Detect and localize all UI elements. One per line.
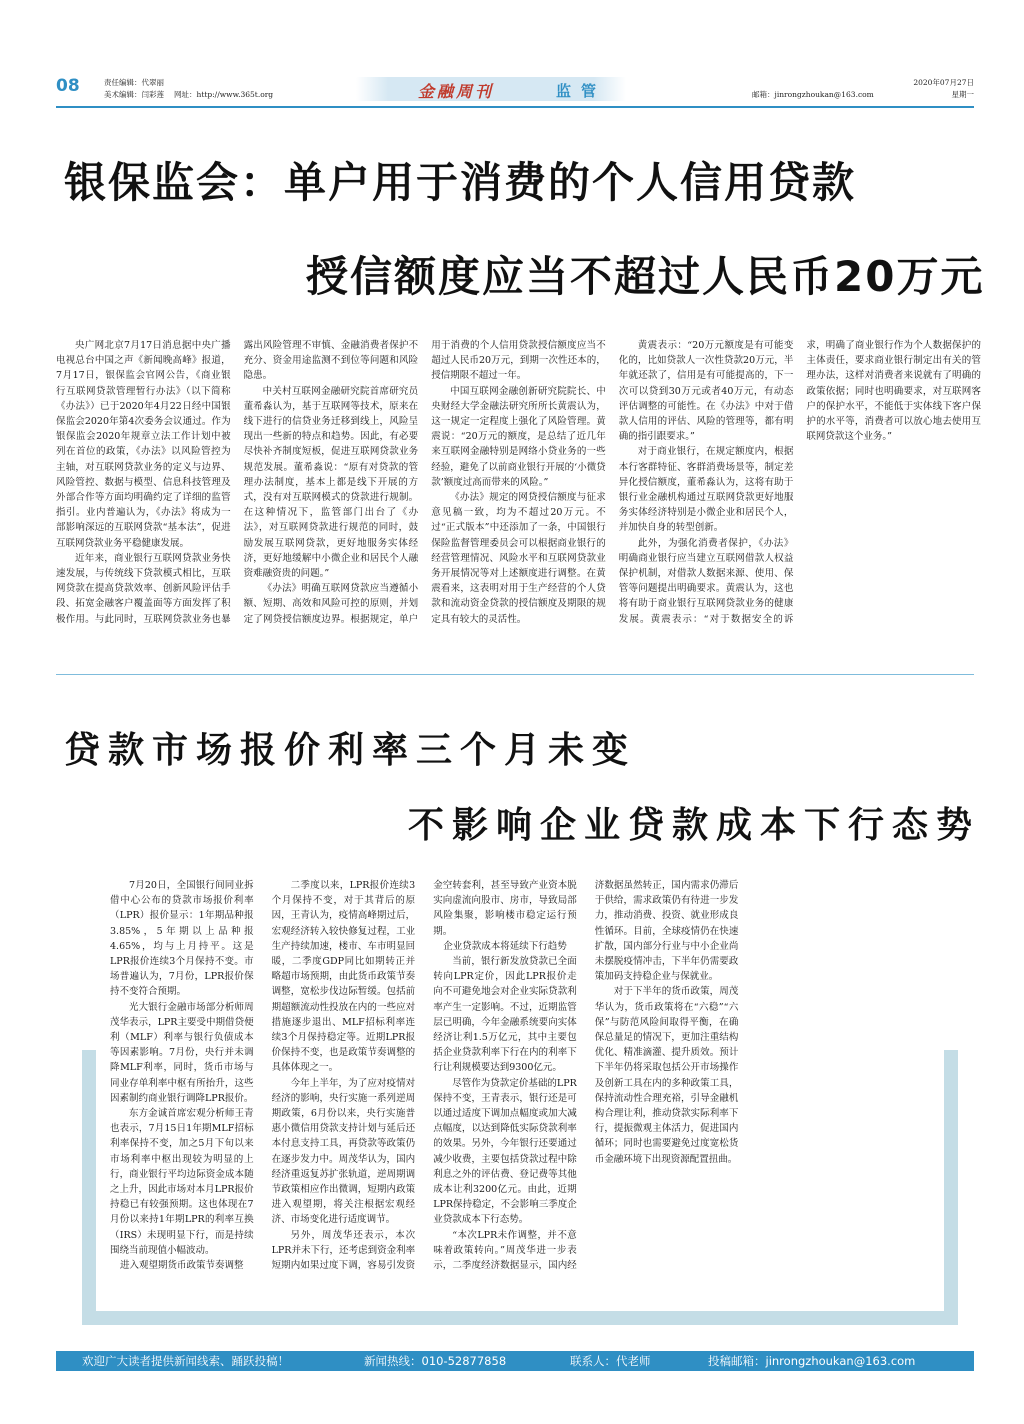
header-rule [56,106,974,108]
website-line: 网址：http://www.365t.org [174,90,274,99]
article2-frame-left [82,1050,96,1325]
article1-paragraph: 央广网北京7月17日消息据中央广播电视总台中国之声《新闻晚高峰》报道，7月17日，银保监会官网公告，《商业银行互联网贷款管理暂行办法》（以下简称《办法》）已于2020年4月22日经中国银保监会2020年第4次委务会议通过。作为银保监会2020年规章立法工作计划中被列在首位的政策，《办法》以风险管控为主轴，对互联网贷款业务的定义与边界、风险管控、数据与模型、信息科技管理及外部合作等方面均明确约定了详细的监管指引。业内普遍认为，《办法》将成为一部影响深远的互联网贷款“基本法”，促进互联网贷款业务平稳健康发展。 [56,340,231,549]
editor-line: 责任编辑：代翠丽 [104,78,164,87]
article1-paragraph: 近年来，商业银行互联网贷款业务快速发展，与传统线下贷款模式相比，互联网贷款在提高贷款效率、创新风险评估手段、拓宽金融客户覆盖面等方面发挥了积极作用。与此同时，互联网贷款业务也暴露出风险管理不审慎、金融消费者保护不充分、资金用途监测不到位等问题和风险隐患。 [56,340,419,625]
article-separator [56,674,974,675]
footer-contact: 联系人：代老师 [570,1354,651,1368]
brand-name: 金融周刊 [418,82,495,101]
article2-paragraph: 光大银行金融市场部分析师周茂华表示，LPR主要受中期借贷便利（MLF）利率与银行负债成本等因素影响。7月份，央行并未调降MLF利率，同时，货币市场与同业存单利率中枢有所抬升，这些因素制约商业银行调降LPR报价。 [110,1001,254,1104]
article1-body [56,338,981,638]
page-number: 08 [56,76,80,96]
article2-headline-line2: 不影响企业贷款成本下行态势 [408,805,981,846]
article2-paragraph: 当前，银行新发放贷款已全面转向LPR定价，因此LPR报价走向不可避免地会对企业实际贷款利率产生一定影响。不过，近期监管层已明确，今年金融系统要向实体经济让利1.5万亿元，其中主要包括企业贷款利率下行在内的利率下行让利规模要达到9300亿元。 [433,956,577,1074]
article1-paragraph: 《办法》明确互联网贷款应当遵循小额、短期、高效和风险可控的原则，并划定了网贷授信额度边界。根据规定，单户用于消费的个人信用贷款授信额度应当不超过人民币20万元，到期一次性还本的，授信期限不超过一年。 [243,340,606,625]
header-email: 邮箱：jinrongzhoukan@163.com [752,90,874,99]
article1-paragraph: 《办法》规定的网贷授信额度与征求意见稿一致，均为不超过20万元。不过“正式版本”中还添加了一条，中国银行保险监督管理委员会可以根据商业银行的经营管理情况、风险水平和互联网贷款业务开展情况等对上述额度进行调整。在黄震看来，这表明对用于生产经营的个人贷款和流动资金贷款的授信额度及期限的规定具有较大的灵活性。 [431,492,606,625]
article2-paragraph: 尽管作为贷款定价基础的LPR保持不变，王青表示，银行还是可以通过适度下调加点幅度或加大减点幅度，以达到降低实际贷款利率的效果。另外，今年银行还要通过减少收费，主要包括贷款过程中除利息之外的评估费、登记费等其他成本让利3200亿元。由此，近期LPR保持稳定，不会影响三季度企业贷款成本下行态势。 [433,1077,577,1226]
article1-paragraph: 中国互联网金融创新研究院院长、中央财经大学金融法研究所所长黄震认为，这一规定一定程度上强化了风险管理。黄震说：“20万元的额度，是总结了近几年来互联网金融特别是网络小贷业务的一些经验，避免了以前商业银行开展的‘小微贷款’额度过高而带来的风险。” [431,385,606,488]
article2-frame-bottom [82,1311,958,1325]
article1-headline-line1: 银保监会：单户用于消费的个人信用贷款 [64,158,857,207]
article1-paragraph: 对于商业银行，在规定额度内，根据本行客群特征、客群消费场景等，制定差异化授信额度，董希淼认为，这将有助于银行业金融机构通过互联网贷款更好地服务实体经济特别是小微企业和居民个人，并加快自身的转型创新。 [618,446,794,534]
article2-headline-line1: 贷款市场报价利率三个月未变 [64,730,637,771]
article2-paragraph: “本次LPR未作调整，并不意味着政策转向。”周茂华进一步表示，二季度经济数据显示，国内经济数据虽然转正，国内需求仍滞后于供给，需求政策仍有待进一步发力，推动消费、投资、就业形成良性循环。目前，全球疫情仍在快速扩散，国内部分行业与中小企业尚未摆脱疫情冲击，下半年仍需要政策加码支持稳企业与保就业。 [433,880,739,1272]
footer-email: 投稿邮箱：jinrongzhoukan@163.com [708,1354,916,1368]
article1-paragraph: 此外，为强化消费者保护，《办法》明确商业银行应当建立互联网借款人权益保护机制，对借款人数据来源、使用、保管等问题提出明确要求。黄震认为，这也将有助于商业银行互联网贷款业务的健康发展。黄震表示：“对于数据安全的诉求，明确了商业银行作为个人数据保护的主体责任，要求商业银行制定出有关的管理办法，这样对消费者来说就有了明确的政策依据；同时也明确要求，对互联网客户的保护水平，不能低于实体线下客户保护的水平等，消费者可以放心地去使用互联网贷款这个业务。” [618,340,981,625]
article2-paragraph: 东方金诚首席宏观分析师王青也表示，7月15日1年期MLF招标利率保持不变，加之5月下旬以来市场利率中枢出现较为明显的上行，商业银行平均边际资金成本随之上升，因此市场对本月LPR报价持稳已有较强预期。这也体现在7月份以来持1年期LPR的利率互换（IRS）未现明显下行，而是持续围绕当前现值小幅波动。 [110,1108,254,1256]
article2-body [110,878,900,1288]
section-name: 监管 [556,82,607,100]
issue-date-block [913,77,974,101]
article2-paragraph: 今年上半年，为了应对疫情对经济的影响，央行实施一系列逆周期政策，6月份以来，央行实施普惠小微信用贷款支持计划与延后还本付息支持工具，再贷款等政策仍在逐步发力中。周茂华认为，国内经济重返复苏扩张轨道，逆周期调节政策相应作出微调，短期内政策进入观望期，将关注根据宏观经济、市场变化进行适度调节。 [271,1077,416,1226]
article2-paragraph: 另外，周茂华还表示，本次LPR并未下行，还考虑到资金利率短期内如果过度下调，容易引发资金空转套利，甚至导致产业资本脱实向虚流向股市、房市，导致局部风险集聚，影响楼市稳定运行预期。 [271,880,577,1272]
page-header [56,76,974,104]
brand-banner [356,77,626,101]
footer-hotline: 新闻热线：010-52877858 [364,1354,507,1368]
article2-paragraph: 7月20日，全国银行间同业拆借中心公布的贷款市场报价利率（LPR）报价显示：1年期品种报3.85%，5年期以上品种报4.65%，均与上月持平。这是LPR报价连续3个月保持不变。市场普遍认为，7月份，LPR报价保持不变符合预期。 [110,880,254,998]
article2-paragraph: 二季度以来，LPR报价连续3个月保持不变，对于其背后的原因，王青认为，疫情高峰期过后，宏观经济转入较快修复过程，工业生产持续加速，楼市、车市明显回暖，二季度GDP同比如期转正并略超市场预期，由此货币政策节奏调整，宽松步伐边际暂缓。包括前期超额流动性投放在内的一些应对措施逐步退出、MLF招标利率连续3个月保持稳定等。近期LPR报价保持不变，也是政策节奏调整的具体体现之一。 [271,880,416,1074]
article1-paragraph: 黄震表示：“20万元额度是有可能变化的，比如贷款人一次性贷款20万元，半年就还款了，信用是有可能提高的，下一次可以贷到30万元或者40万元，有动态评估调整的可能性。在《办法》中对于借款人信用的评估、风险的管理等，都有明确的指引跟要求。” [618,340,794,443]
footer-bar [56,1351,974,1371]
editor-credits [104,77,164,101]
issue-date: 2020年07月27日 [913,78,974,87]
article2-subheading: 企业贷款成本将延续下行趋势 [443,940,567,952]
art-editor-line: 美术编辑：闫彩莲 [104,90,164,99]
article1-headline-line2: 授信额度应当不超过人民币20万元 [306,252,985,301]
article2-frame-right [944,1050,958,1325]
article1-paragraph: 中关村互联网金融研究院首席研究员董希淼认为，基于互联网等技术，原来在线下进行的信贷业务迁移到线上，风险呈现出一些新的特点和趋势。因此，有必要尽快补齐制度短板，促进互联网贷款业务规范发展。董希淼说：“原有对贷款的管理办法制度，基本上都是线下开展的方式，没有对互联网模式的贷款进行规制。在这种情况下，监管部门出台了《办法》，对互联网贷款进行规范的同时，鼓励发展互联网贷款，更好地服务实体经济，更好地缓解中小微企业和居民个人融资难融资贵的问题。” [243,385,419,580]
article2-subheading: 进入观望期货币政策节奏调整 [120,1260,244,1272]
article2-paragraph: 对于下半年的货币政策，周茂华认为，货币政策将在“六稳”“六保”与防范风险间取得平衡，在确保总量足的情况下，更加注重结构优化、精准滴灌、提升质效。预计下半年仍将采取包括公开市场操作及创新工具在内的多种政策工具，保持流动性合理充裕，引导金融机构合理让利，推动贷款实际利率下行，提振微观主体活力，促进国内循环；同时也需要避免过度宽松货币金融环境下出现资源配置扭曲。 [594,986,739,1165]
footer-invite: 欢迎广大读者提供新闻线索、踊跃投稿！ [82,1354,289,1368]
issue-weekday: 星期一 [951,90,974,99]
